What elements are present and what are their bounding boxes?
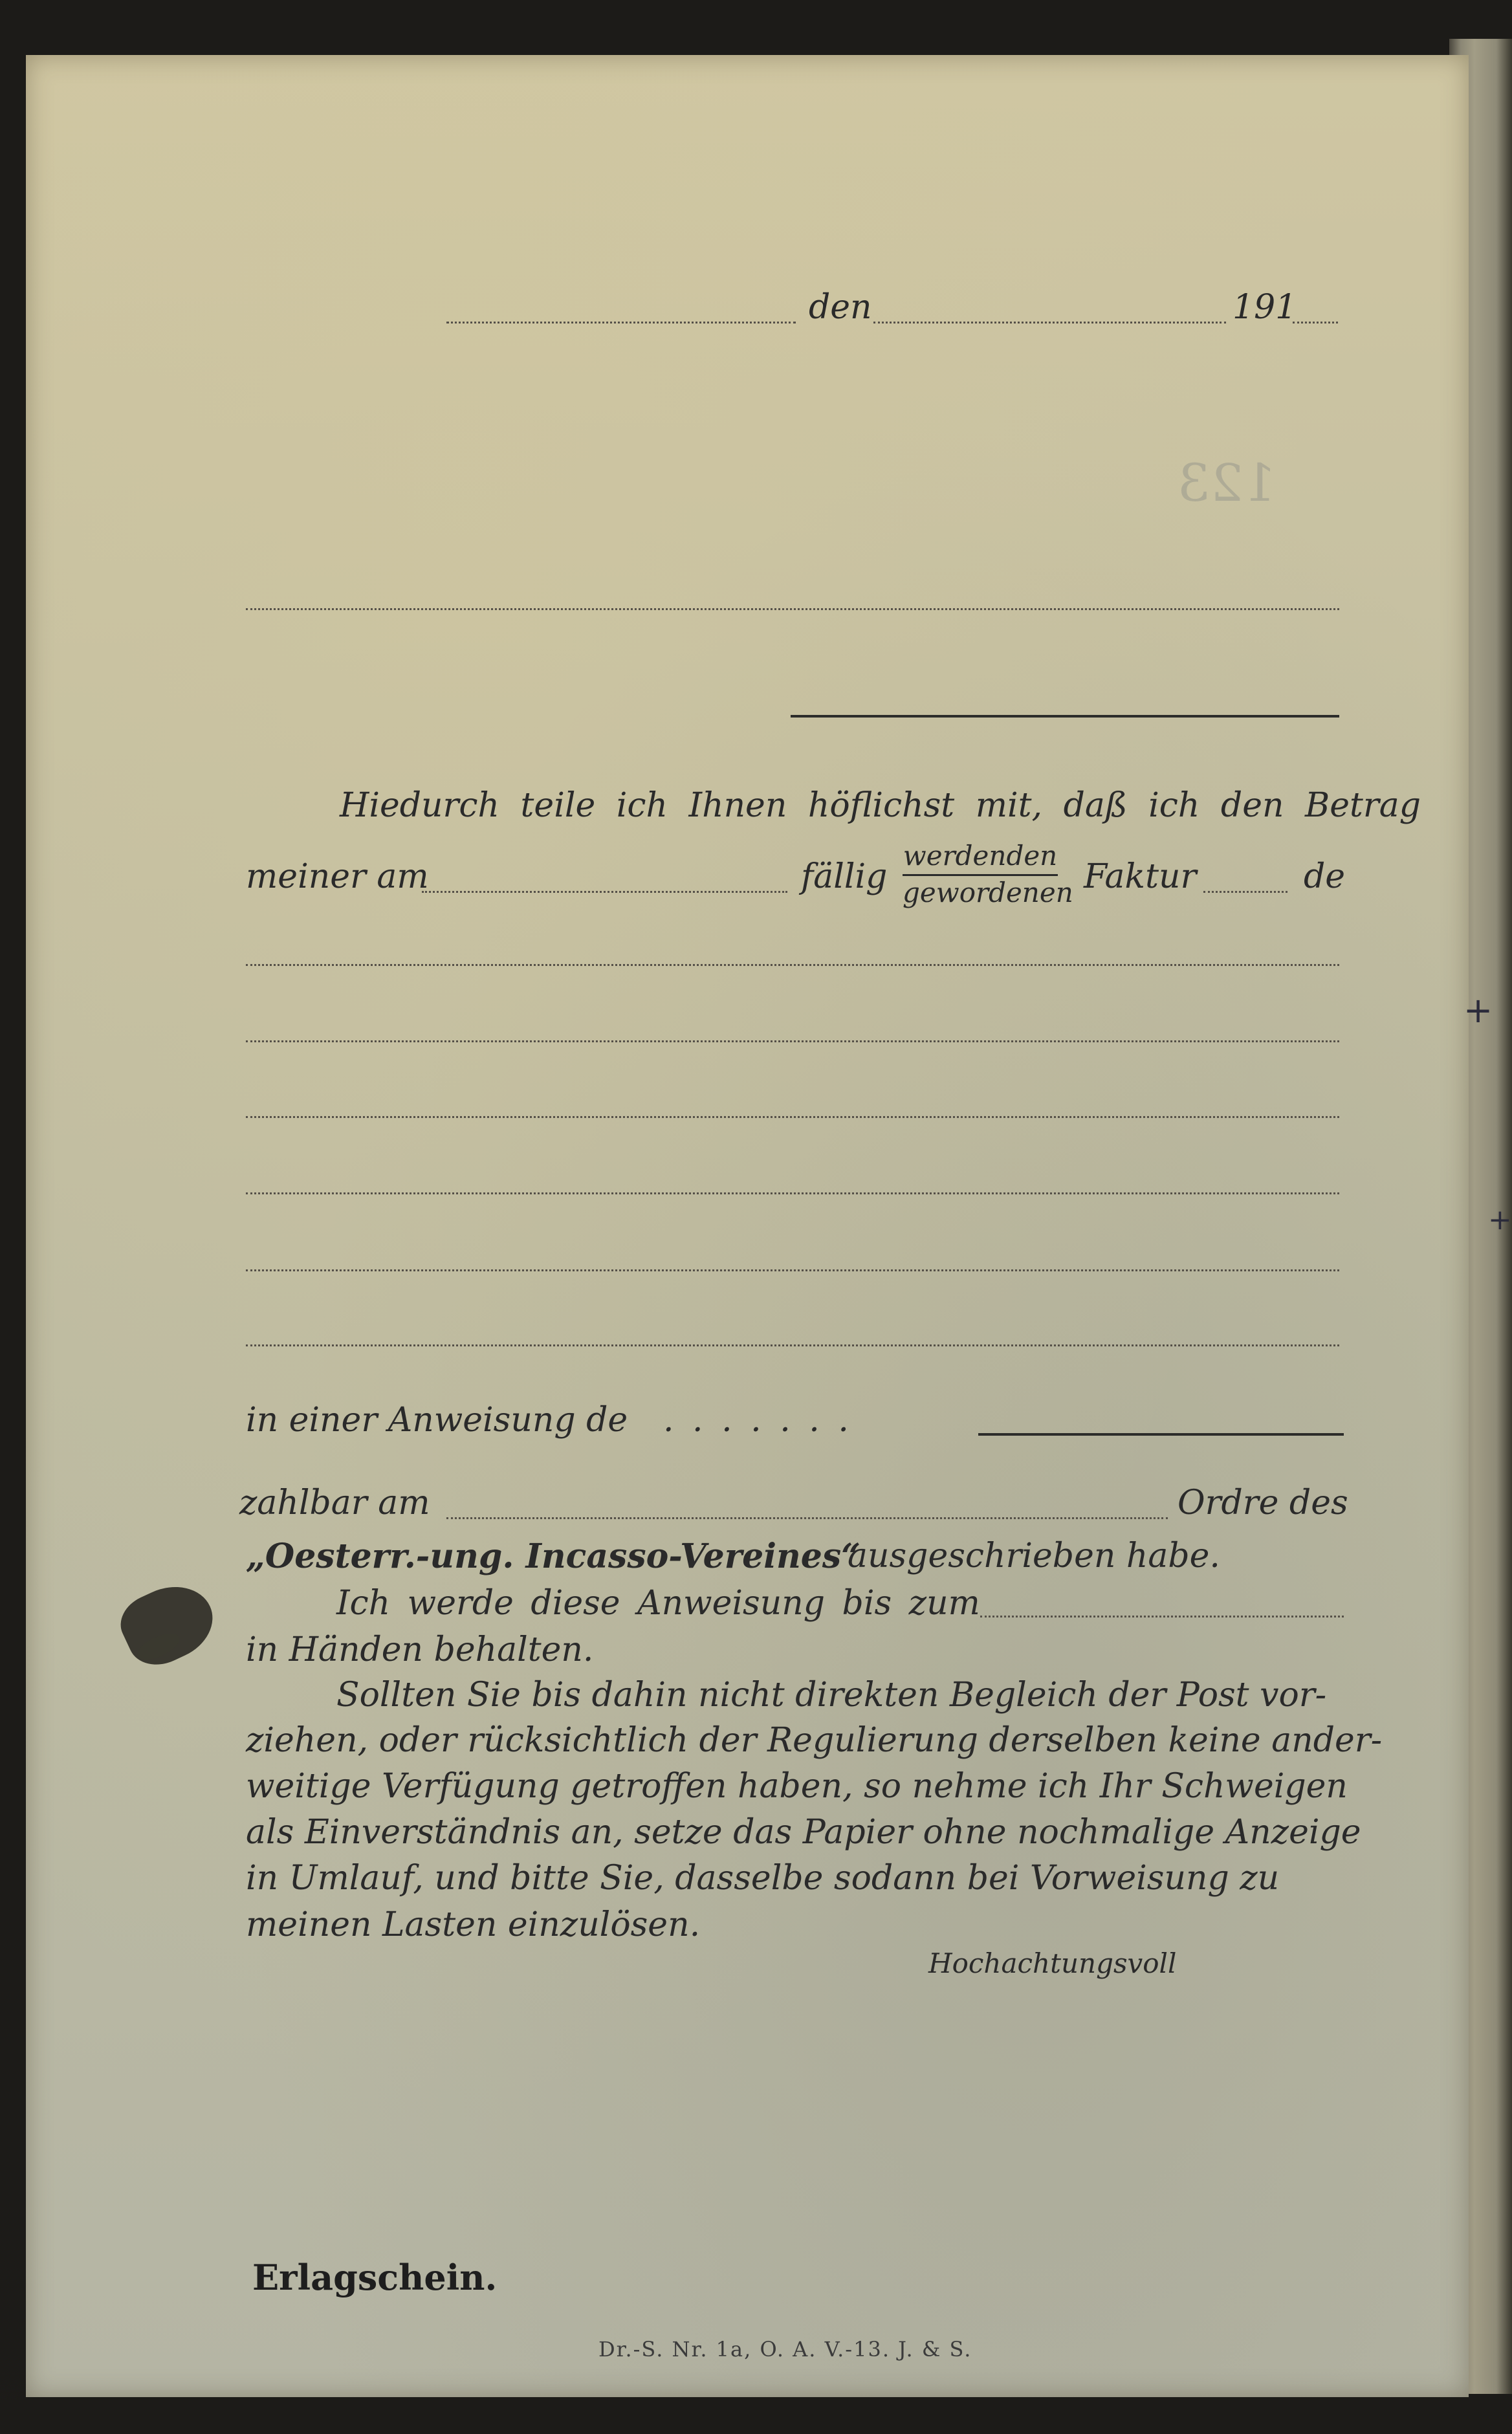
paragraph-1-line-1: Hiedurch teile ich Ihnen höflichst mit, daß ich den Betrag <box>340 786 1421 825</box>
addressee-rule <box>791 715 1339 718</box>
anweisung-label: in einer Anweisung de <box>246 1401 628 1440</box>
werdenden-gewordenen-fraction <box>903 839 1073 910</box>
due-date-field-line <box>422 891 787 893</box>
faded-stamp-number: 123 <box>1178 453 1276 513</box>
ordre-des-label: Ordre des <box>1178 1484 1348 1522</box>
hold-until-field-line <box>980 1616 1344 1617</box>
margin-pencil-mark-1: + <box>1463 990 1493 1031</box>
fraction-werdenden: werdenden <box>903 840 1058 872</box>
verein-name: „Oesterr.-ung. Incasso-Vereines“ <box>246 1537 861 1576</box>
faktur-label: Faktur <box>1084 857 1197 896</box>
paragraph-3-line-2: ziehen, oder rücksichtlich der Regulierung derselben keine ander- <box>246 1721 1383 1760</box>
printer-imprint: Dr.-S. Nr. 1a, O. A. V.-13. J. & S. <box>598 2337 972 2362</box>
anweisung-dots: . . . . . . . <box>663 1401 853 1440</box>
form-sheet <box>26 55 1469 2397</box>
date-field-line <box>873 322 1226 323</box>
zahlbar-am-label: zahlbar am <box>239 1484 430 1522</box>
blank-line-1 <box>246 964 1339 966</box>
anweisung-amount-rule <box>978 1433 1344 1436</box>
year-prefix: 191 <box>1233 288 1297 327</box>
paragraph-3-line-4: als Einverständnis an, setze das Papier ohne nochmalige Anzeige <box>246 1813 1361 1852</box>
date-den-label: den <box>809 288 872 327</box>
erlagschein-heading: Erlagschein. <box>252 2257 498 2298</box>
faellig-label: fällig <box>801 857 888 896</box>
ausgeschrieben-text: ausgeschrieben habe. <box>848 1537 1220 1575</box>
paragraph-2-line-2: in Händen behalten. <box>246 1630 594 1669</box>
place-field-line <box>446 322 796 323</box>
margin-pencil-mark-2: + <box>1488 1203 1512 1236</box>
zahlbar-field-line <box>446 1517 1168 1519</box>
year-field-line <box>1293 322 1338 323</box>
fraction-gewordenen: gewordenen <box>903 877 1073 908</box>
meiner-am-label: meiner am <box>246 857 429 896</box>
blank-line-4 <box>246 1192 1339 1194</box>
blank-line-2 <box>246 1040 1339 1042</box>
de-label-1: de <box>1304 857 1346 896</box>
paragraph-3-line-3: weitige Verfügung getroffen haben, so nehme ich Ihr Schweigen <box>246 1767 1348 1806</box>
faktur-field-line <box>1203 891 1287 893</box>
paragraph-2-line-1: Ich werde diese Anweisung bis zum <box>336 1584 980 1623</box>
blank-line-5 <box>246 1269 1339 1271</box>
blank-line-3 <box>246 1116 1339 1118</box>
paragraph-3-line-6: meinen Lasten einzulösen. <box>246 1905 701 1944</box>
addressee-line-1 <box>246 608 1339 610</box>
blank-line-6 <box>246 1344 1339 1346</box>
paragraph-3-line-1: Sollten Sie bis dahin nicht direkten Begleich der Post vor- <box>336 1676 1327 1715</box>
closing-hochachtungsvoll: Hochachtungsvoll <box>928 1947 1177 1979</box>
paragraph-3-line-5: in Umlauf, und bitte Sie, dasselbe sodann bei Vorweisung zu <box>246 1859 1280 1898</box>
